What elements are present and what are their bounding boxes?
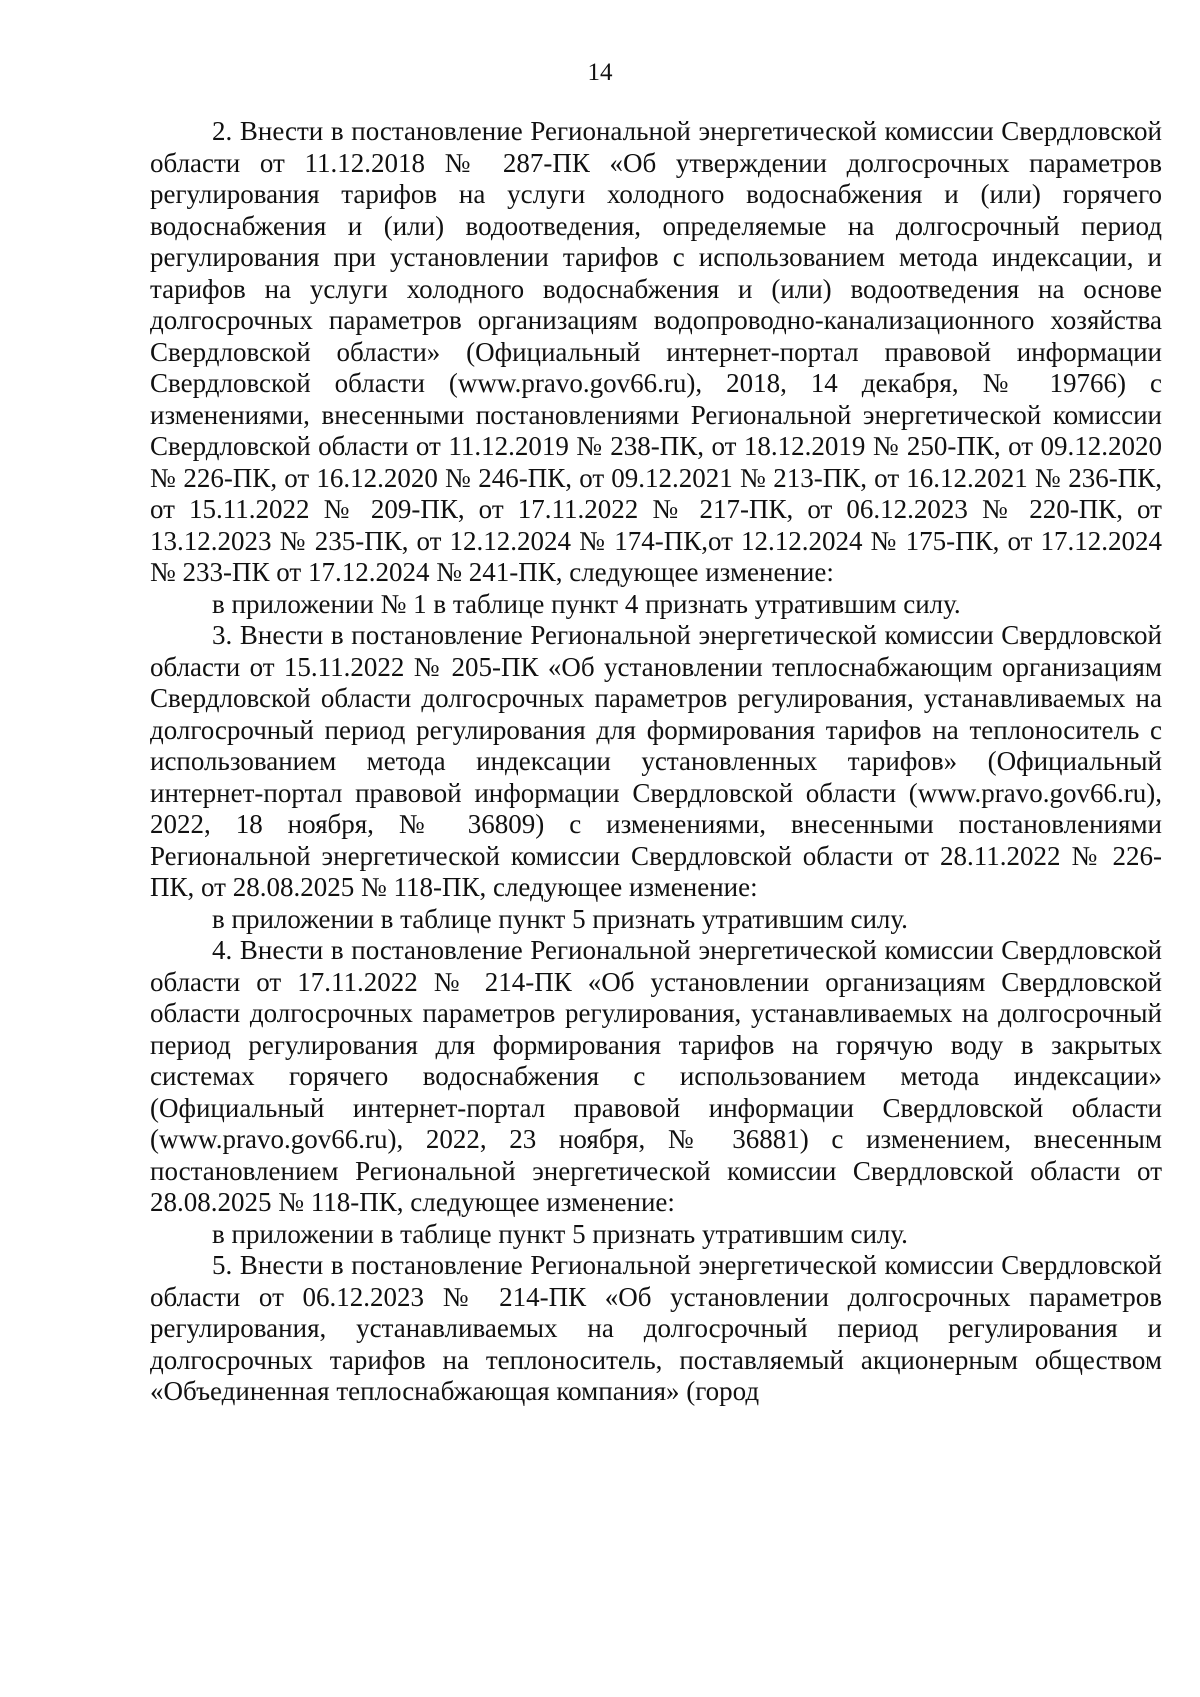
page-number: 14 xyxy=(587,59,613,86)
paragraph-item-4: 4. Внести в постановление Региональной энергетической комиссии Свердловской области от 17.11.2022 № 214-ПК «Об установлении организациям Свердловской области долгосрочных параметров регулирования, устанавливаемых на долгосрочный период регулирования для формирования тарифов на горячую воду в закрытых системах горячего водоснабжения с использованием метода индексации» (Официальный интернет-портал правовой информации Свердловской области (www.pravo.gov66.ru), 2022, 23 ноября, № 36881) с изменением, внесенным постановлением Региональной энергетической комиссии Свердловской области от 28.08.2025 № 118-ПК, следующее изменение: xyxy=(150,935,1162,1217)
paragraph-item-4-change: в приложении в таблице пункт 5 признать утратившим силу. xyxy=(212,1218,908,1249)
paragraph-item-2-change: в приложении № 1 в таблице пункт 4 признать утратившим силу. xyxy=(212,588,961,619)
paragraph-item-3: 3. Внести в постановление Региональной энергетической комиссии Свердловской области от 15.11.2022 № 205-ПК «Об установлении теплоснабжающим организациям Свердловской области долгосрочных параметров регулирования, устанавливаемых на долгосрочный период регулирования для формирования тарифов на теплоноситель с использованием метода индексации установленных тарифов» (Официальный интернет-портал правовой информации Свердловской области (www.pravo.gov66.ru), 2022, 18 ноября, № 36809) с изменениями, внесенными постановлениями Региональной энергетической комиссии Свердловской области от 28.11.2022 № 226-ПК, от 28.08.2025 № 118-ПК, следующее изменение: xyxy=(150,620,1162,902)
paragraph-item-3-change: в приложении в таблице пункт 5 признать утратившим силу. xyxy=(212,903,908,934)
paragraph-item-2: 2. Внести в постановление Региональной энергетической комиссии Свердловской области от 11.12.2018 № 287-ПК «Об утверждении долгосрочных параметров регулирования тарифов на услуги холодного водоснабжения и (или) горячего водоснабжения и (или) водоотведения, определяемые на долгосрочный период регулирования при установлении тарифов с использованием метода индексации, и тарифов на услуги холодного водоснабжения и (или) водоотведения на основе долгосрочных параметров организациям водопроводно-канализационного хозяйства Свердловской области» (Официальный интернет-портал правовой информации Свердловской области (www.pravo.gov66.ru), 2018, 14 декабря, № 19766) с изменениями, внесенными постановлениями Региональной энергетической комиссии Свердловской области от 11.12.2019 № 238-ПК, от 18.12.2019 № 250-ПК, от 09.12.2020 № 226-ПК, от 16.12.2020 № 246-ПК, от 09.12.2021 № 213-ПК, от 16.12.2021 № 236-ПК, от 15.11.2022 № 209-ПК, от 17.11.2022 № 217-ПК, от 06.12.2023 № 220-ПК, от 13.12.2023 № 235-ПК, от 12.12.2024 № 174-ПК,от 12.12.2024 № 175-ПК, от 17.12.2024 № 233-ПК от 17.12.2024 № 241-ПК, следующее изменение: xyxy=(150,116,1162,587)
paragraph-item-5: 5. Внести в постановление Региональной энергетической комиссии Свердловской области от 06.12.2023 № 214-ПК «Об установлении долгосрочных параметров регулирования, устанавливаемых на долгосрочный период регулирования и долгосрочных тарифов на теплоноситель, поставляемый акционерным обществом «Объединенная теплоснабжающая компания» (город xyxy=(150,1250,1162,1406)
document-body xyxy=(150,116,1162,1408)
